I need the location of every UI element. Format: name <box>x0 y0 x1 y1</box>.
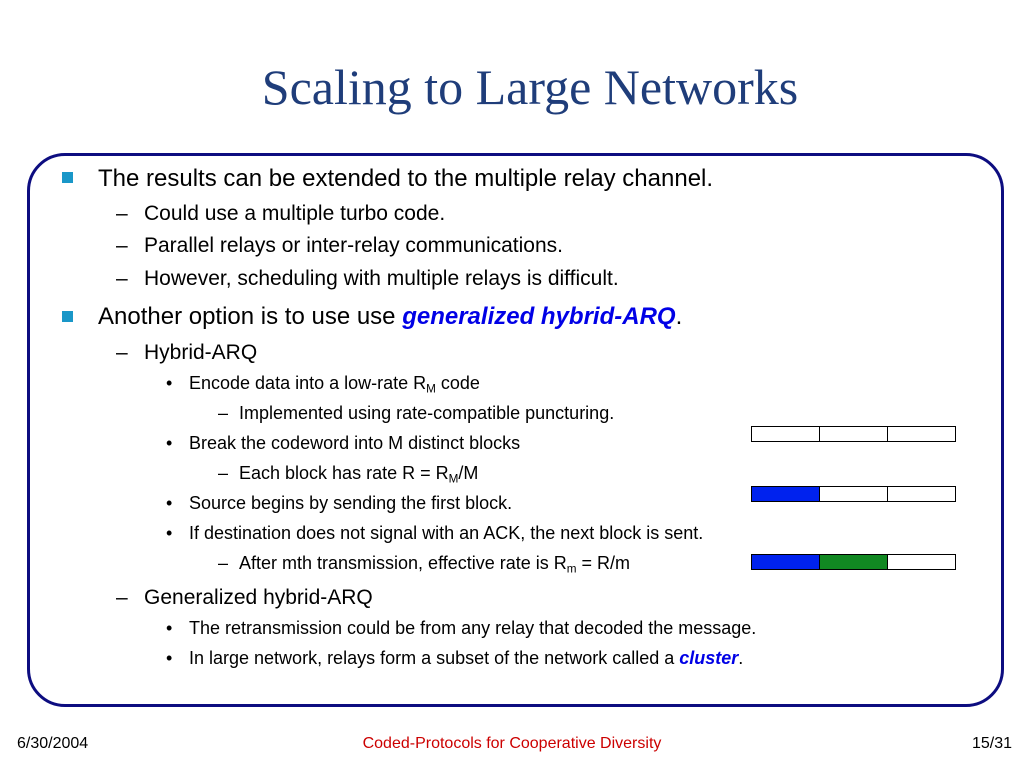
codeword-block <box>820 487 888 501</box>
dash-marker: – <box>116 202 128 225</box>
rate-suffix: /M <box>458 463 479 483</box>
mth-prefix: After mth transmission, effective rate is R <box>239 553 567 573</box>
bullet2-suffix: . <box>675 303 683 330</box>
footer-date: 6/30/2004 <box>17 735 89 752</box>
cluster-prefix: In large network, relays form a subset of the network called a <box>189 648 680 668</box>
dot-marker: • <box>166 523 173 543</box>
block-diagram-second-sent <box>751 554 956 570</box>
dash-marker: – <box>218 463 229 483</box>
highlight-cluster: cluster <box>679 648 739 668</box>
highlight-generalized-hybrid-arq: generalized hybrid-ARQ <box>402 303 676 330</box>
codeword-block <box>752 555 820 569</box>
dot-marker: • <box>166 493 173 513</box>
codeword-block <box>820 555 888 569</box>
bullet2-prefix: Another option is to use use <box>98 303 403 330</box>
footer-presentation-title: Coded-Protocols for Cooperative Diversity <box>362 735 662 752</box>
slide-title: Scaling to Large Networks <box>261 59 799 115</box>
square-bullet-icon <box>62 311 73 322</box>
item-encode-data <box>189 373 480 396</box>
rate-subscript: M <box>448 472 459 486</box>
cluster-suffix: . <box>738 648 744 668</box>
dash-marker: – <box>218 403 229 423</box>
codeword-block <box>820 427 888 441</box>
codeword-block <box>888 487 955 501</box>
dash-marker: – <box>116 267 128 290</box>
sub-parallel-relays: Parallel relays or inter-relay communications. <box>144 234 563 257</box>
square-bullet-icon <box>62 172 73 183</box>
mth-suffix: = R/m <box>576 553 631 573</box>
mth-subscript: m <box>566 562 577 576</box>
sub-scheduling: However, scheduling with multiple relays is difficult. <box>144 267 619 290</box>
sub-generalized-hybrid-arq: Generalized hybrid-ARQ <box>144 586 373 609</box>
bullet-multiple-relay: The results can be extended to the multiple relay channel. <box>98 165 714 192</box>
codeword-block <box>752 427 820 441</box>
dot-marker: • <box>166 373 173 393</box>
item-effective-rate <box>239 553 631 576</box>
item-break-codeword: Break the codeword into M distinct blocks <box>189 433 521 453</box>
item-retransmission: The retransmission could be from any relay that decoded the message. <box>189 618 757 638</box>
dash-marker: – <box>116 341 128 364</box>
item-implemented: Implemented using rate-compatible puncturing. <box>239 403 615 423</box>
codeword-block <box>888 427 955 441</box>
dot-marker: • <box>166 618 173 638</box>
dot-marker: • <box>166 648 173 668</box>
dot-marker: • <box>166 433 173 453</box>
dash-marker: – <box>116 234 128 257</box>
sub-hybrid-arq: Hybrid-ARQ <box>144 341 258 364</box>
rate-prefix: Each block has rate R = R <box>239 463 449 483</box>
encode-prefix: Encode data into a low-rate R <box>189 373 427 393</box>
block-diagram-empty <box>751 426 956 442</box>
encode-suffix: code <box>435 373 480 393</box>
footer-page-number: 15/31 <box>971 735 1012 752</box>
bullet-hybrid-arq-option <box>98 305 682 329</box>
block-diagram-first-sent <box>751 486 956 502</box>
codeword-block <box>752 487 820 501</box>
item-block-rate <box>239 463 479 486</box>
item-ack-next-block: If destination does not signal with an ACK, the next block is sent. <box>189 523 704 543</box>
dash-marker: – <box>116 586 128 609</box>
codeword-block <box>888 555 955 569</box>
item-source-first-block: Source begins by sending the first block. <box>189 493 513 513</box>
encode-subscript: M <box>426 382 436 396</box>
item-cluster <box>189 649 743 667</box>
sub-turbo-code: Could use a multiple turbo code. <box>144 202 446 225</box>
dash-marker: – <box>218 553 229 573</box>
